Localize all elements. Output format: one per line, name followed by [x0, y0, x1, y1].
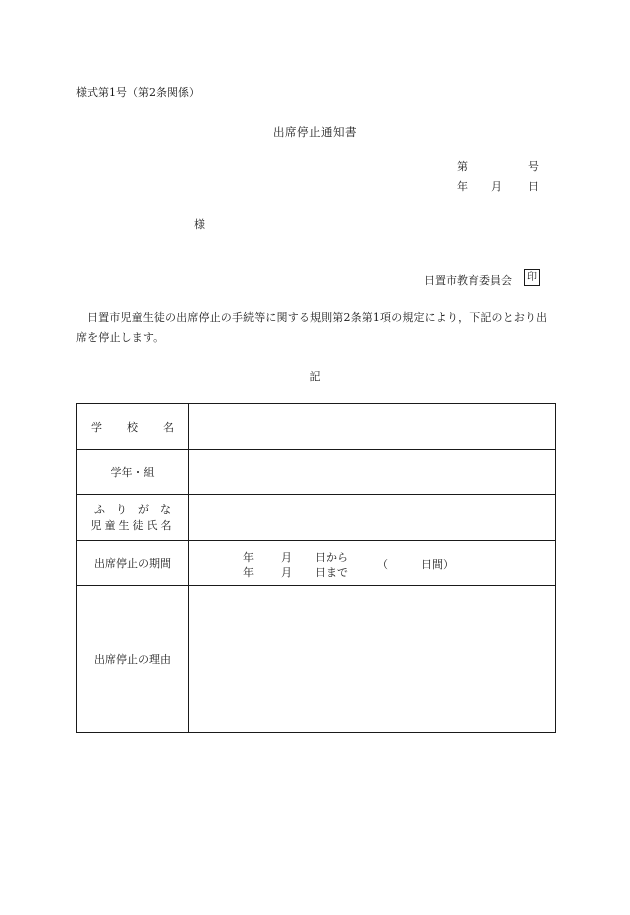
date-year-label: 年: [457, 180, 468, 193]
reason-label: 出席停止の理由: [77, 586, 189, 732]
date-month-label: 月: [491, 180, 502, 193]
school-label-char-3: 名: [163, 420, 174, 434]
notice-form-table: [76, 403, 556, 733]
reference-number-suffix: 号: [528, 160, 539, 173]
period-end-day: 日まで: [315, 566, 348, 579]
date-day-label: 日: [528, 180, 539, 193]
table-row-grade: [77, 450, 555, 495]
period-end-month: 月: [281, 566, 292, 579]
period-open-paren: （: [377, 558, 388, 571]
student-name-label: [77, 495, 189, 540]
period-days: 日間）: [421, 558, 454, 571]
table-row-school: [77, 404, 555, 450]
period-end-year: 年: [243, 566, 254, 579]
school-label-char-2: 校: [127, 420, 138, 434]
document-title: 出席停止通知書: [273, 125, 357, 139]
school-name-label: [77, 404, 189, 449]
student-name-field[interactable]: [189, 495, 555, 540]
reference-number-label: 第: [457, 160, 468, 173]
period-start-year: 年: [243, 551, 254, 564]
seal-stamp-box: 印: [524, 269, 540, 286]
form-number: 様式第1号（第2条関係）: [76, 86, 200, 99]
grade-class-field[interactable]: [189, 450, 555, 494]
addressee-suffix: 様: [194, 218, 205, 231]
period-field[interactable]: [189, 541, 555, 585]
student-name-label-text: 児童生徒氏名: [90, 518, 175, 532]
reason-field[interactable]: [189, 586, 555, 732]
period-start-month: 月: [281, 551, 292, 564]
ki-heading: 記: [309, 370, 321, 383]
table-row-student-name: [77, 495, 555, 541]
grade-class-label: 学年・組: [77, 450, 189, 494]
period-start-day: 日から: [315, 551, 348, 564]
furigana-label: ふ り が な: [94, 502, 171, 516]
notice-body-text: 日置市児童生徒の出席停止の手続等に関する規則第2条第1項の規定により，下記のとおり出席を停止します。: [76, 311, 548, 344]
table-row-period: [77, 541, 555, 586]
school-label-char-1: 学: [91, 420, 102, 434]
table-row-reason: [77, 586, 555, 732]
issuer-name: 日置市教育委員会: [424, 274, 512, 287]
period-label: 出席停止の期間: [77, 541, 189, 585]
school-name-field[interactable]: [189, 404, 555, 449]
